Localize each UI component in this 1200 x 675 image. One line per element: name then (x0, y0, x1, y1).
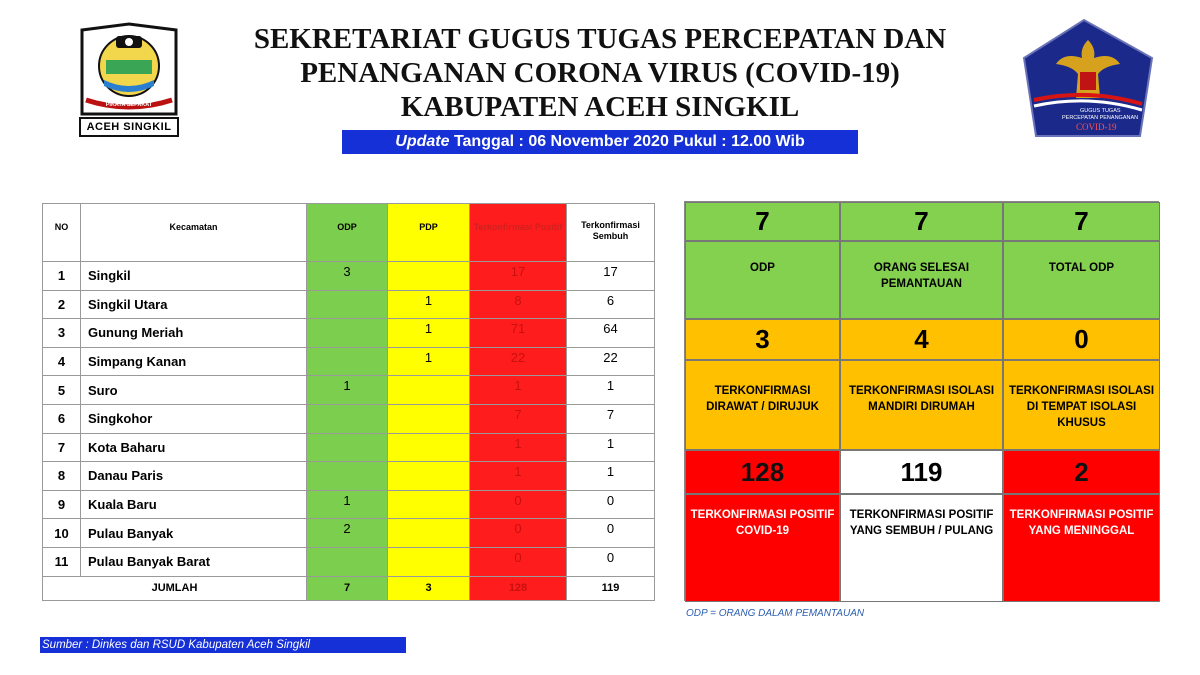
logo-text-3: COVID-19 (1076, 122, 1117, 132)
odp-legend: ODP = ORANG DALAM PEMANTAUAN (686, 608, 865, 619)
cell-pdp: 1 (388, 290, 470, 319)
cell-odp: 1 (307, 376, 388, 405)
cell-pdp (388, 462, 470, 491)
cell-kecamatan: Kuala Baru (81, 490, 307, 519)
positif-label: TERKONFIRMASI POSITIF COVID-19 (685, 494, 840, 602)
source-note: Sumber : Dinkes dan RSUD Kabupaten Aceh Singkil (40, 637, 406, 653)
cell-sembuh: 0 (567, 490, 655, 519)
cell-sembuh: 0 (567, 547, 655, 576)
cell-no: 7 (43, 433, 81, 462)
cell-positif: 1 (470, 462, 567, 491)
cell-kecamatan: Danau Paris (81, 462, 307, 491)
table-row (43, 376, 655, 405)
odp-value: 7 (685, 202, 840, 241)
cell-no: 10 (43, 519, 81, 548)
isolasi-khusus-value: 0 (1003, 319, 1160, 360)
cell-sembuh: 1 (567, 376, 655, 405)
cell-pdp: 1 (388, 347, 470, 376)
cell-pdp (388, 262, 470, 291)
dirawat-label: TERKONFIRMASI DIRAWAT / DIRUJUK (685, 360, 840, 450)
cell-odp (307, 404, 388, 433)
cell-sembuh: 1 (567, 462, 655, 491)
logo-name: ACEH SINGKIL (86, 121, 172, 133)
cell-no: 9 (43, 490, 81, 519)
cell-sembuh: 17 (567, 262, 655, 291)
cell-no: 1 (43, 262, 81, 291)
cell-odp: 1 (307, 490, 388, 519)
aceh-singkil-logo (76, 22, 182, 144)
logo-text-2: PERCEPATAN PENANGANAN (1062, 115, 1139, 121)
table-header-row (43, 204, 655, 262)
total-positif: 128 (470, 576, 567, 600)
cell-sembuh: 1 (567, 433, 655, 462)
cell-positif: 22 (470, 347, 567, 376)
cell-kecamatan: Singkil Utara (81, 290, 307, 319)
cell-no: 5 (43, 376, 81, 405)
total-label: JUMLAH (43, 576, 307, 600)
header-pdp: PDP (388, 204, 470, 262)
cell-pdp (388, 519, 470, 548)
table-row (43, 547, 655, 576)
cell-odp: 2 (307, 519, 388, 548)
logo-motto: PIKATA SEPAKAT (105, 102, 153, 108)
cell-no: 11 (43, 547, 81, 576)
cell-pdp (388, 547, 470, 576)
cell-positif: 0 (470, 519, 567, 548)
covid-task-force-logo (1020, 18, 1156, 140)
table-row (43, 490, 655, 519)
cases-by-district-table (42, 203, 655, 601)
sembuh-value: 119 (840, 450, 1003, 494)
cell-kecamatan: Singkil (81, 262, 307, 291)
cell-kecamatan: Gunung Meriah (81, 319, 307, 348)
cell-positif: 1 (470, 376, 567, 405)
table-total-row (43, 576, 655, 600)
total-odp: 7 (307, 576, 388, 600)
cell-no: 6 (43, 404, 81, 433)
cell-odp (307, 433, 388, 462)
isolasi-mandiri-label: TERKONFIRMASI ISOLASI MANDIRI DIRUMAH (840, 360, 1003, 450)
table-row (43, 319, 655, 348)
table-row (43, 433, 655, 462)
title-line-2: PENANGANAN CORONA VIRUS (COVID-19) (300, 57, 900, 89)
total-sembuh: 119 (567, 576, 655, 600)
cell-pdp (388, 404, 470, 433)
meninggal-value: 2 (1003, 450, 1160, 494)
cell-sembuh: 22 (567, 347, 655, 376)
cell-no: 4 (43, 347, 81, 376)
cell-odp: 3 (307, 262, 388, 291)
header-positif: Terkonfirmasi Positif (470, 204, 567, 262)
table-row (43, 262, 655, 291)
header-kecamatan: Kecamatan (81, 204, 307, 262)
cell-positif: 8 (470, 290, 567, 319)
update-text: Tanggal : 06 November 2020 Pukul : 12.00 Wib (449, 133, 805, 150)
cell-kecamatan: Singkohor (81, 404, 307, 433)
header-no: NO (43, 204, 81, 262)
logo-text-1: GUGUS TUGAS (1080, 108, 1121, 114)
cell-no: 2 (43, 290, 81, 319)
cell-kecamatan: Suro (81, 376, 307, 405)
table-row (43, 404, 655, 433)
summary-grid (684, 201, 1159, 601)
header-sembuh: Terkonfirmasi Sembuh (567, 204, 655, 262)
cell-kecamatan: Kota Baharu (81, 433, 307, 462)
cell-no: 8 (43, 462, 81, 491)
selesai-pemantauan-label: ORANG SELESAI PEMANTAUAN (840, 241, 1003, 319)
cell-odp (307, 319, 388, 348)
odp-label: ODP (685, 241, 840, 319)
cell-positif: 7 (470, 404, 567, 433)
cell-odp (307, 462, 388, 491)
total-odp-value: 7 (1003, 202, 1160, 241)
cell-kecamatan: Simpang Kanan (81, 347, 307, 376)
total-pdp: 3 (388, 576, 470, 600)
table-row (43, 462, 655, 491)
cell-positif: 0 (470, 547, 567, 576)
positif-value: 128 (685, 450, 840, 494)
cell-sembuh: 7 (567, 404, 655, 433)
cell-kecamatan: Pulau Banyak Barat (81, 547, 307, 576)
update-prefix: Update (395, 133, 450, 150)
cell-odp (307, 347, 388, 376)
header-odp: ODP (307, 204, 388, 262)
cell-odp (307, 547, 388, 576)
table-row (43, 290, 655, 319)
update-banner (342, 130, 858, 154)
cell-sembuh: 0 (567, 519, 655, 548)
title-line-1: SEKRETARIAT GUGUS TUGAS PERCEPATAN DAN (253, 23, 947, 55)
cell-pdp (388, 490, 470, 519)
cell-positif: 71 (470, 319, 567, 348)
cell-pdp (388, 433, 470, 462)
cell-positif: 0 (470, 490, 567, 519)
cell-pdp: 1 (388, 319, 470, 348)
cell-sembuh: 64 (567, 319, 655, 348)
cell-positif: 1 (470, 433, 567, 462)
cell-pdp (388, 376, 470, 405)
cell-sembuh: 6 (567, 290, 655, 319)
cell-no: 3 (43, 319, 81, 348)
page-title (200, 22, 1000, 124)
total-odp-label: TOTAL ODP (1003, 241, 1160, 319)
dirawat-value: 3 (685, 319, 840, 360)
cell-kecamatan: Pulau Banyak (81, 519, 307, 548)
table-row (43, 347, 655, 376)
cell-positif: 17 (470, 262, 567, 291)
isolasi-khusus-label: TERKONFIRMASI ISOLASI DI TEMPAT ISOLASI KHUSUS (1003, 360, 1160, 450)
table-row (43, 519, 655, 548)
cell-odp (307, 290, 388, 319)
selesai-pemantauan-value: 7 (840, 202, 1003, 241)
isolasi-mandiri-value: 4 (840, 319, 1003, 360)
title-line-3: KABUPATEN ACEH SINGKIL (400, 91, 800, 123)
sembuh-label: TERKONFIRMASI POSITIF YANG SEMBUH / PULANG (840, 494, 1003, 602)
meninggal-label: TERKONFIRMASI POSITIF YANG MENINGGAL (1003, 494, 1160, 602)
